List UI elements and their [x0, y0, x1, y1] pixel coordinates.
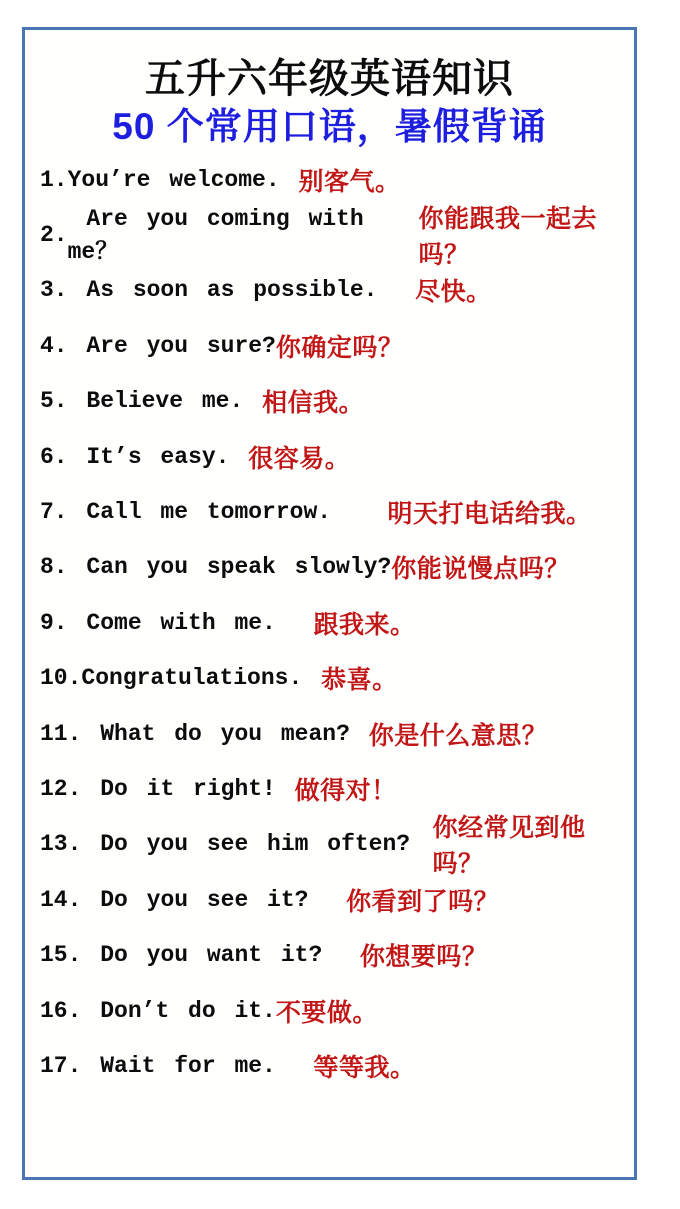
item-english: Don’t do it.: [81, 997, 276, 1024]
item-english: Congratulations.: [81, 665, 322, 692]
item-chinese: 你想要吗？: [359, 943, 488, 972]
item-english: Can you speak slowly?: [67, 554, 392, 581]
item-english: As soon as possible.: [67, 277, 416, 304]
item-chinese: 尽快。: [415, 278, 492, 307]
item-number: 10.: [40, 665, 82, 692]
item-number: 15.: [40, 942, 82, 969]
item-number: 1.: [40, 166, 68, 193]
item-chinese: 不要做。: [275, 998, 378, 1027]
item-number: 8.: [40, 554, 68, 581]
item-english: Do you want it?: [81, 942, 360, 969]
list-item: [40, 205, 628, 270]
list-item: [40, 318, 628, 373]
list-item: [40, 374, 628, 429]
item-number: 9.: [40, 609, 68, 636]
item-english: Believe me.: [67, 388, 263, 415]
item-number: 11.: [40, 720, 82, 747]
item-number: 3.: [40, 277, 68, 304]
item-number: 17.: [40, 1052, 82, 1079]
item-chinese: 你经常见到他吗？: [432, 814, 586, 879]
item-chinese: 恭喜。: [321, 666, 398, 695]
phrase-list: [25, 152, 634, 1094]
item-english: Are you sure?: [67, 332, 276, 359]
item-english: Call me tomorrow.: [67, 499, 388, 526]
page-subtitle: 50 个常用口语，暑假背诵: [112, 106, 547, 147]
item-chinese: 你是什么意思？: [368, 721, 548, 750]
list-item: [40, 814, 628, 879]
item-chinese: 别客气。: [298, 167, 401, 196]
item-number: 7.: [40, 499, 68, 526]
list-item: [40, 1038, 628, 1093]
content-card: [22, 27, 637, 1180]
item-english: You’re welcome.: [67, 166, 299, 193]
list-item: [40, 983, 628, 1038]
item-chinese: 很容易。: [248, 444, 351, 473]
list-item: [40, 595, 628, 650]
item-chinese: 做得对！: [294, 776, 397, 805]
item-chinese: 你能说慢点吗？: [391, 555, 570, 584]
item-chinese: 等等我。: [313, 1053, 416, 1082]
list-item: [40, 927, 628, 982]
item-chinese: 跟我来。: [313, 610, 416, 639]
item-chinese: 你确定吗？: [275, 333, 404, 362]
item-number: 14.: [40, 886, 82, 913]
list-item: [40, 706, 628, 761]
item-english: Do you see him often?: [81, 831, 448, 858]
item-english: It’s easy.: [67, 443, 249, 470]
item-chinese: 相信我。: [262, 389, 365, 418]
item-number: 4.: [40, 332, 68, 359]
item-english: Are you coming with me？: [67, 205, 383, 265]
item-english: Do you see it?: [81, 886, 347, 913]
item-number: 2.: [40, 222, 68, 249]
item-number: 13.: [40, 831, 82, 858]
item-number: 12.: [40, 775, 82, 802]
item-number: 5.: [40, 388, 68, 415]
page-title: 五升六年级英语知识: [145, 57, 514, 101]
item-chinese: 明天打电话给我。: [387, 500, 592, 529]
item-english: Wait for me.: [81, 1052, 314, 1079]
item-english: What do you mean?: [81, 720, 369, 747]
item-chinese: 你能跟我一起去吗？: [418, 205, 597, 270]
item-number: 16.: [40, 997, 82, 1024]
list-item: [40, 540, 628, 595]
item-chinese: 你看到了吗？: [346, 887, 500, 916]
item-english: Come with me.: [67, 609, 314, 636]
list-item: [40, 429, 628, 484]
list-item: [40, 651, 628, 706]
item-number: 6.: [40, 443, 68, 470]
item-english: Do it right!: [81, 775, 295, 802]
list-item: [40, 484, 628, 539]
